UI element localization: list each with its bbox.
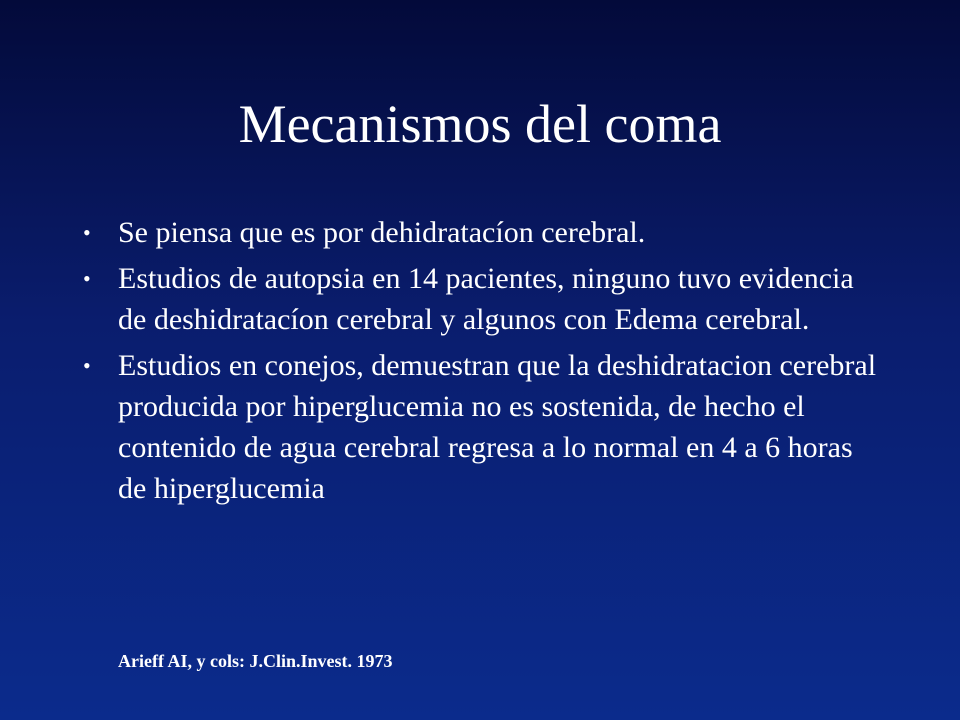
bullet-text: Estudios de autopsia en 14 pacientes, ninguno tuvo evidencia de deshidratacíon cerebral y algunos con Edema cerebral.: [118, 262, 854, 336]
bullet-list: [80, 212, 880, 514]
slide-title: Mecanismos del coma: [238, 94, 722, 154]
bullet-item: [80, 258, 880, 340]
bullet-icon: •: [83, 353, 91, 378]
bullet-icon: •: [83, 266, 91, 291]
bullet-icon: •: [83, 220, 91, 245]
bullet-item: [80, 212, 880, 253]
bullet-text: Estudios en conejos, demuestran que la deshidratacion cerebral producida por hiperglucemia no es sostenida, de hecho el contenido de agua cerebral regresa a lo normal en 4 a 6 horas de hiperglucemia: [118, 349, 877, 505]
bullet-text: Se piensa que es por dehidratacíon cerebral.: [118, 216, 646, 249]
bullet-item: [80, 345, 880, 509]
reference-citation: Arieff AI, y cols: J.Clin.Invest. 1973: [118, 651, 393, 671]
